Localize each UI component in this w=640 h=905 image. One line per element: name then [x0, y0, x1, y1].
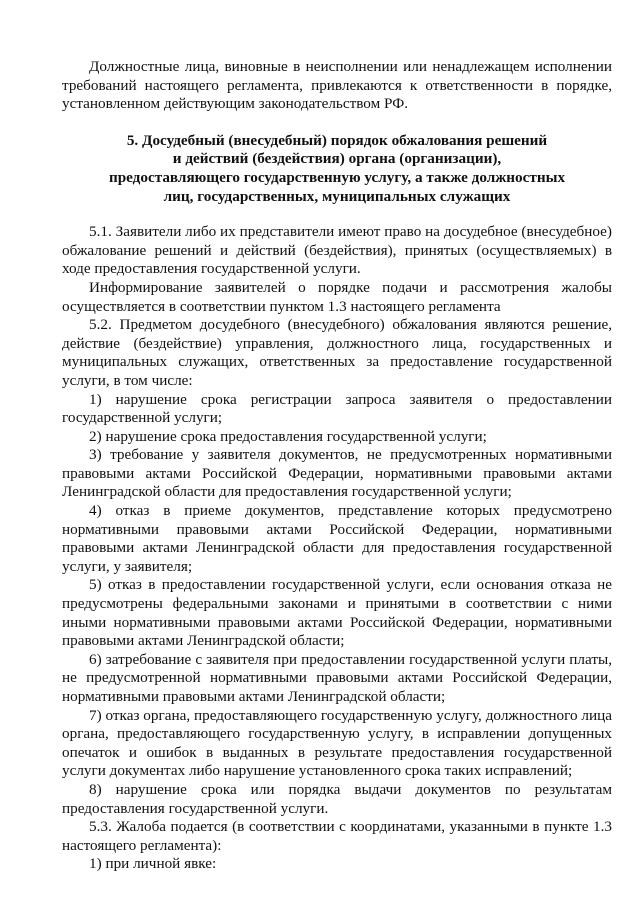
intro-paragraph: Должностные лица, виновные в неисполнении или ненадлежащем исполнении требований настоящего регламента, привлекаются к ответственности в порядке, установленном действующим законодательством РФ. [62, 58, 612, 113]
paragraph-5-2: 5.2. Предметом досудебного (внесудебного) обжалования являются решение, действие (бездействие) управления, должностного лица, государственных и муниципальных служащих, ответственных за предоставление государственной услуги, в том числе: [62, 316, 612, 389]
section-heading [62, 132, 612, 206]
list-item-personal-visit: 1) при личной явке: [89, 855, 217, 873]
heading-line: лиц, государственных, муниципальных служащих [163, 187, 511, 205]
heading-line: и действий (бездействия) органа (организации), [172, 150, 502, 168]
paragraph-5-3: 5.3. Жалоба подается (в соответствии с координатами, указанными в пункте 1.3 настоящего регламента): [62, 818, 612, 854]
paragraph-5-1: 5.1. Заявители либо их представители имеют право на досудебное (внесудебное) обжалование решений и действий (бездействия), принятых (осуществляемых) в ходе предоставления государственной услуги. [62, 223, 612, 278]
list-item-1: 1) нарушение срока регистрации запроса заявителя о предоставлении государственной услуги; [62, 390, 612, 427]
list-item-5: 5) отказ в предоставлении государственной услуги, если основания отказа не предусмотрены федеральными законами и принятыми в соответствии с ними иными нормативными правовыми актами Российской Федерации, нормативными правовыми актами Ленинградской области; [62, 576, 612, 650]
heading-line: 5. Досудебный (внесудебный) порядок обжалования решений [126, 131, 548, 149]
list-item-7: 7) отказ органа, предоставляющего государственную услугу, должностного лица органа, предоставляющего государственную услугу, в исправлении допущенных опечаток и ошибок в выданных в результате предоставления государственной услуги документах либо нарушение установленного срока таких исправлений; [62, 706, 612, 780]
document-page [62, 58, 612, 874]
list-item-2: 2) нарушение срока предоставления государственной услуги; [89, 427, 487, 445]
list-item-8: 8) нарушение срока или порядка выдачи документов по результатам предоставления государственной услуги. [62, 780, 612, 817]
list-item-6: 6) затребование с заявителя при предоставлении государственной услуги платы, не предусмотренной нормативными правовыми актами Российской Федерации, нормативными правовыми актами Ленинградской области; [62, 650, 612, 705]
heading-line: предоставляющего государственную услугу, а также должностных [108, 168, 566, 186]
list-item-4: 4) отказ в приеме документов, представление которых предусмотрено нормативными правовыми актами Российской Федерации, нормативными правовыми актами Ленинградской области для предоставления государственной услуги, у заявителя; [62, 502, 612, 575]
paragraph-informing: Информирование заявителей о порядке подачи и рассмотрения жалобы осуществляется в соответствии пунктом 1.3 настоящего регламента [62, 278, 612, 315]
list-item-3: 3) требование у заявителя документов, не предусмотренных нормативными правовыми актами Российской Федерации, нормативными правовыми актами Ленинградской области для предоставления государственной услуги; [62, 446, 612, 501]
